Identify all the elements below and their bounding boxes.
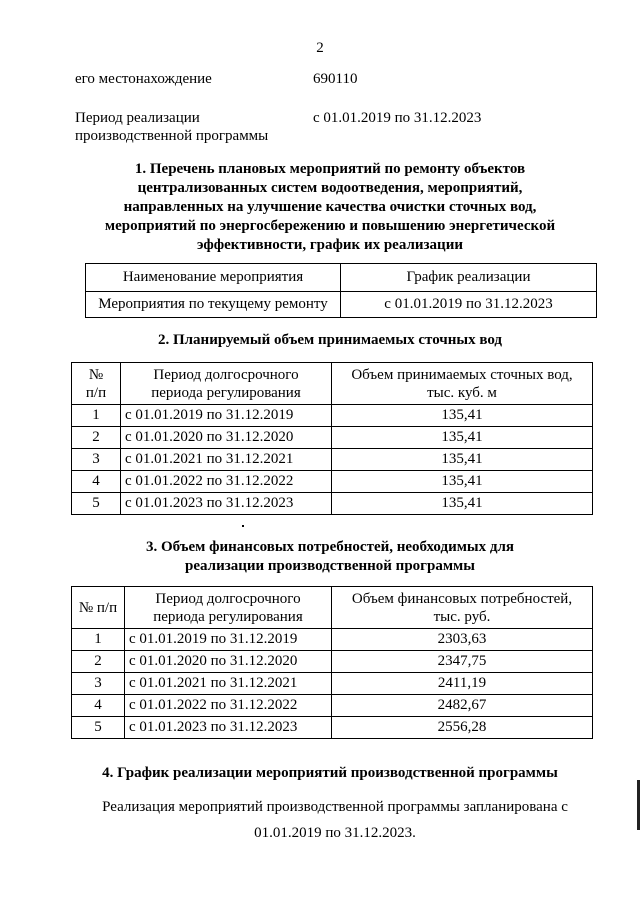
section3-title-line: 3. Объем финансовых потребностей, необходимых для bbox=[145, 539, 515, 555]
cell-period: с 01.01.2021 по 31.12.2021 bbox=[121, 449, 332, 471]
scan-speck bbox=[242, 525, 244, 527]
header-line: № п/п bbox=[78, 599, 118, 616]
table-row bbox=[72, 427, 593, 449]
location-label: его местонахождение bbox=[75, 71, 212, 87]
header-line: Период долгосрочного bbox=[153, 366, 299, 383]
cell-volume: 135,41 bbox=[332, 427, 593, 449]
header-line: периода регулирования bbox=[151, 384, 301, 401]
period-label-line1: Период реализации bbox=[75, 110, 200, 126]
section1-title-line: эффективности, график их реализации bbox=[197, 237, 463, 253]
cell-period: с 01.01.2020 по 31.12.2020 bbox=[121, 427, 332, 449]
table-financial-needs bbox=[71, 586, 593, 739]
col-header-period bbox=[121, 363, 332, 405]
header-line: Период долгосрочного bbox=[155, 590, 301, 607]
section1-title-line: централизованных систем водоотведения, мероприятий, bbox=[137, 180, 523, 196]
cell-number: 2 bbox=[72, 427, 121, 449]
cell-period: с 01.01.2023 по 31.12.2023 bbox=[121, 493, 332, 515]
table-row bbox=[72, 651, 593, 673]
cell-number: 4 bbox=[72, 695, 125, 717]
cell-number: 5 bbox=[72, 493, 121, 515]
cell-volume: 135,41 bbox=[332, 449, 593, 471]
cell-number: 3 bbox=[72, 449, 121, 471]
cell-number: 3 bbox=[72, 673, 125, 695]
header-line: п/п bbox=[85, 384, 107, 401]
cell-volume: 135,41 bbox=[332, 471, 593, 493]
section2-title: 2. Планируемый объем принимаемых сточных вод bbox=[157, 332, 503, 348]
cell-schedule: с 01.01.2019 по 31.12.2023 bbox=[341, 292, 597, 318]
cell-finance: 2556,28 bbox=[332, 717, 593, 739]
col-header-number bbox=[72, 587, 125, 629]
cell-volume: 135,41 bbox=[332, 493, 593, 515]
cell-finance: 2411,19 bbox=[332, 673, 593, 695]
table-row bbox=[72, 449, 593, 471]
cell-volume: 135,41 bbox=[332, 405, 593, 427]
location-value: 690110 bbox=[313, 71, 358, 87]
table-row bbox=[72, 405, 593, 427]
table-row bbox=[72, 673, 593, 695]
col-header-period bbox=[125, 587, 332, 629]
col-header-finance bbox=[332, 587, 593, 629]
col-header-number bbox=[72, 363, 121, 405]
cell-period: с 01.01.2021 по 31.12.2021 bbox=[125, 673, 332, 695]
period-label-line2: производственной программы bbox=[75, 128, 269, 144]
cell-period: с 01.01.2019 по 31.12.2019 bbox=[121, 405, 332, 427]
section1-title-line: мероприятий по энергосбережению и повышению энергетической bbox=[104, 218, 556, 234]
cell-finance: 2303,63 bbox=[332, 629, 593, 651]
header-line: периода регулирования bbox=[153, 608, 303, 625]
table-header-row bbox=[86, 264, 597, 292]
table-header-row bbox=[72, 587, 593, 629]
col-header-volume bbox=[332, 363, 593, 405]
header-line: Объем финансовых потребностей, bbox=[351, 590, 573, 607]
table-row bbox=[72, 493, 593, 515]
header-line: Объем принимаемых сточных вод, bbox=[351, 366, 573, 383]
col-header-measure: Наименование мероприятия bbox=[86, 264, 341, 292]
table-row bbox=[72, 471, 593, 493]
section4-paragraph-line1: Реализация мероприятий производственной программы запланирована с bbox=[102, 799, 568, 815]
section3-title-line: реализации производственной программы bbox=[185, 558, 475, 574]
cell-finance: 2347,75 bbox=[332, 651, 593, 673]
section3-title bbox=[60, 538, 600, 576]
table-row bbox=[72, 717, 593, 739]
header-line: № bbox=[88, 366, 104, 383]
header-line: тыс. куб. м bbox=[427, 384, 497, 401]
period-value: с 01.01.2019 по 31.12.2023 bbox=[313, 110, 482, 126]
section1-title-line: 1. Перечень плановых мероприятий по ремонту объектов bbox=[134, 161, 526, 177]
cell-period: с 01.01.2022 по 31.12.2022 bbox=[121, 471, 332, 493]
cell-period: с 01.01.2019 по 31.12.2019 bbox=[125, 629, 332, 651]
table-header-row bbox=[72, 363, 593, 405]
cell-number: 1 bbox=[72, 405, 121, 427]
table-wastewater-volume bbox=[71, 362, 593, 515]
cell-finance: 2482,67 bbox=[332, 695, 593, 717]
cell-measure: Мероприятия по текущему ремонту bbox=[86, 292, 341, 318]
section1-title bbox=[60, 160, 600, 255]
page-number: 2 bbox=[316, 40, 324, 56]
section4-paragraph-line2: 01.01.2019 по 31.12.2023. bbox=[254, 825, 416, 841]
cell-number: 1 bbox=[72, 629, 125, 651]
section4-title: 4. График реализации мероприятий производственной программы bbox=[102, 765, 558, 781]
header-line: тыс. руб. bbox=[433, 608, 491, 625]
cell-period: с 01.01.2022 по 31.12.2022 bbox=[125, 695, 332, 717]
table-row bbox=[72, 629, 593, 651]
table-measures bbox=[85, 263, 597, 318]
section1-title-line: направленных на улучшение качества очистки сточных вод, bbox=[123, 199, 537, 215]
cell-number: 5 bbox=[72, 717, 125, 739]
table-row bbox=[72, 695, 593, 717]
cell-period: с 01.01.2020 по 31.12.2020 bbox=[125, 651, 332, 673]
col-header-schedule: График реализации bbox=[341, 264, 597, 292]
cell-number: 4 bbox=[72, 471, 121, 493]
cell-period: с 01.01.2023 по 31.12.2023 bbox=[125, 717, 332, 739]
table-row bbox=[86, 292, 597, 318]
cell-number: 2 bbox=[72, 651, 125, 673]
